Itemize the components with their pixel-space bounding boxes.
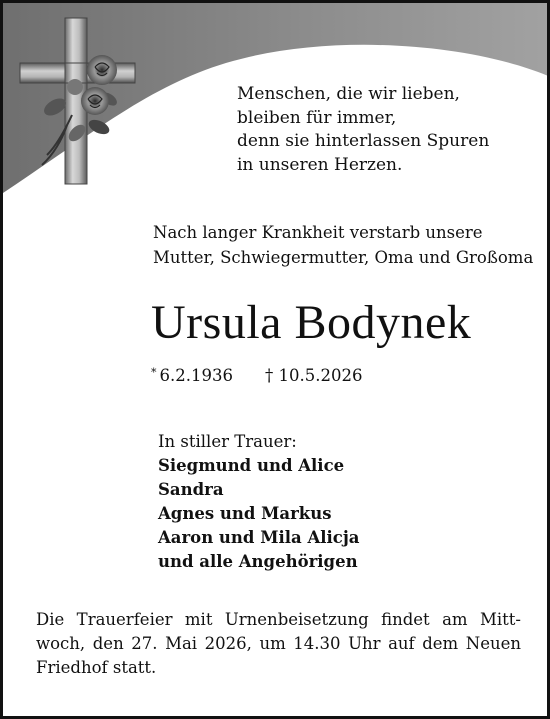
announcement-line: Mutter, Schwiegermutter, Oma und Großoma <box>153 248 534 267</box>
death-date: 10.5.2026 <box>278 366 363 385</box>
funeral-line: woch, den 27. Mai 2026, um 14.30 Uhr auf dem Neuen <box>36 634 521 653</box>
verse-line: Menschen, die wir lieben, <box>237 84 460 104</box>
mourner-name: Agnes und Markus <box>158 504 332 523</box>
mourners-heading: In stiller Trauer: <box>158 432 297 451</box>
funeral-line: Friedhof statt. <box>36 658 157 677</box>
birth-symbol: * <box>151 366 157 379</box>
birth-date: 6.2.1936 <box>159 366 233 385</box>
verse-line: denn sie hinterlassen Spuren <box>237 131 490 151</box>
mourner-name: Sandra <box>158 480 224 499</box>
death-symbol: † <box>264 366 274 385</box>
funeral-line: Die Trauerfeier mit Urnenbeisetzung findet am Mitt- <box>36 610 521 629</box>
memorial-verse <box>237 83 489 177</box>
death-announcement <box>153 220 533 270</box>
cross-with-roses-image <box>17 15 142 190</box>
verse-line: bleiben für immer, <box>237 107 397 128</box>
mourners-list <box>158 430 360 574</box>
verse-line: in unseren Herzen. <box>237 154 403 175</box>
mourner-name: Siegmund und Alice <box>158 456 345 475</box>
mourner-name: Aaron und Mila Alicja <box>158 528 360 547</box>
mourner-name: und alle Angehörigen <box>158 552 358 571</box>
funeral-notice <box>36 608 521 680</box>
deceased-name: Ursula Bodynek <box>151 296 472 349</box>
announcement-line: Nach langer Krankheit verstarb unsere <box>153 223 483 242</box>
life-dates <box>151 361 362 388</box>
